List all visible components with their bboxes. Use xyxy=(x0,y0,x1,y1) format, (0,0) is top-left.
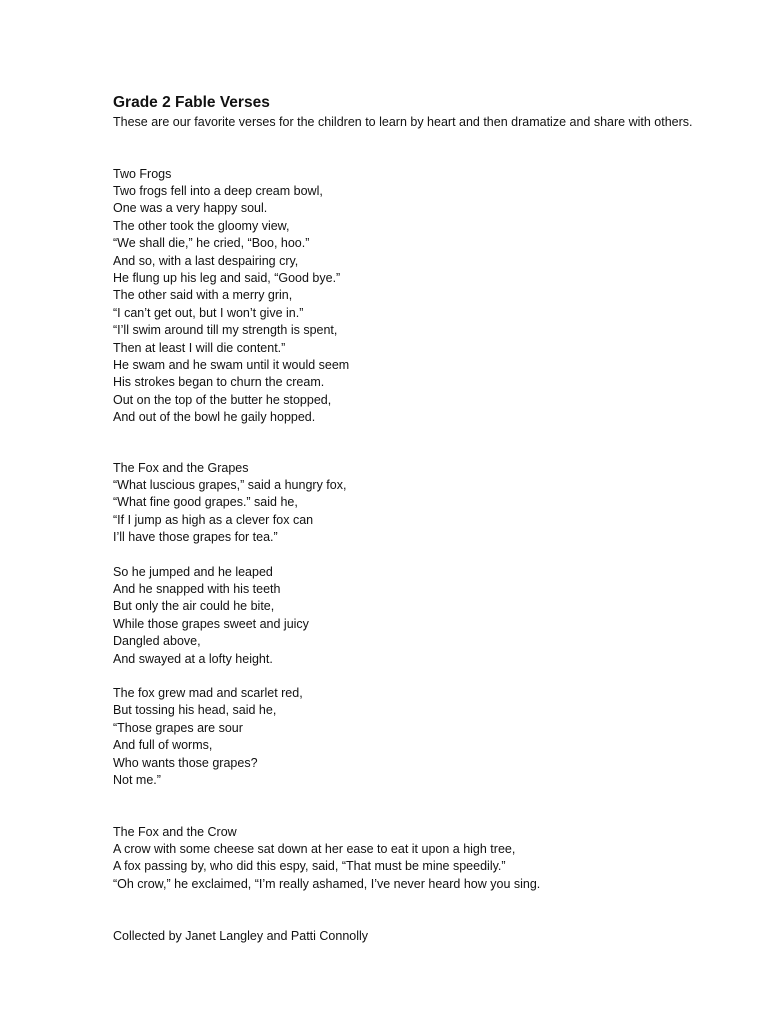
poem-line: One was a very happy soul. xyxy=(113,201,268,216)
poem-stanza xyxy=(113,685,713,789)
poem-line: Then at least I will die content.” xyxy=(113,340,286,355)
poem-line: And swayed at a lofty height. xyxy=(113,651,273,666)
poem-stanza xyxy=(113,564,713,668)
poem-line: Who wants those grapes? xyxy=(113,755,258,770)
poem-line: While those grapes sweet and juicy xyxy=(113,616,309,631)
poem-line: “We shall die,” he cried, “Boo, hoo.” xyxy=(113,236,310,251)
poem-line: “Those grapes are sour xyxy=(113,720,243,735)
poem-line: “What fine good grapes.” said he, xyxy=(113,495,298,510)
intro-paragraph: These are our favorite verses for the children to learn by heart and then dramatize and share with others. xyxy=(113,115,693,129)
poem-title: The Fox and the Crow xyxy=(113,824,237,839)
poem-stanza xyxy=(113,841,713,893)
poem-line: So he jumped and he leaped xyxy=(113,564,273,579)
poem-line: A crow with some cheese sat down at her ease to eat it upon a high tree, xyxy=(113,841,516,856)
document-page xyxy=(113,92,713,958)
poem-line: “I’ll swim around till my strength is spent, xyxy=(113,323,338,338)
poem-line: A fox passing by, who did this espy, said, “That must be mine speedily.” xyxy=(113,859,506,874)
poem-line: But only the air could he bite, xyxy=(113,599,275,614)
poem-line: He flung up his leg and said, “Good bye.” xyxy=(113,270,341,285)
poem-line: And he snapped with his teeth xyxy=(113,582,281,597)
poem-line: The fox grew mad and scarlet red, xyxy=(113,686,303,701)
poem-stanza xyxy=(113,477,713,547)
poem-line: Dangled above, xyxy=(113,634,201,649)
poem-title: Two Frogs xyxy=(113,166,172,181)
poem-line: The other said with a merry grin, xyxy=(113,288,293,303)
poem-line: “If I jump as high as a clever fox can xyxy=(113,512,314,527)
poem-fox-and-crow xyxy=(113,824,713,894)
poem-fox-and-grapes xyxy=(113,460,713,790)
poem-line: And so, with a last despairing cry, xyxy=(113,253,299,268)
document-title: Grade 2 Fable Verses xyxy=(113,94,270,111)
poem-line: “I can’t get out, but I won’t give in.” xyxy=(113,305,304,320)
poem-stanza xyxy=(113,183,713,427)
poem-two-frogs xyxy=(113,166,713,427)
poem-line: And full of worms, xyxy=(113,738,213,753)
poem-line: His strokes began to churn the cream. xyxy=(113,375,325,390)
poem-title: The Fox and the Grapes xyxy=(113,460,249,475)
poem-line: “What luscious grapes,” said a hungry fox, xyxy=(113,478,347,492)
poem-line: Out on the top of the butter he stopped, xyxy=(113,392,332,407)
poem-line: Two frogs fell into a deep cream bowl, xyxy=(113,183,323,198)
poem-line: But tossing his head, said he, xyxy=(113,703,277,718)
poem-line: He swam and he swam until it would seem xyxy=(113,357,350,372)
credit-line: Collected by Janet Langley and Patti Connolly xyxy=(113,929,369,944)
poem-line: Not me.” xyxy=(113,773,161,788)
poem-line: I’ll have those grapes for tea.” xyxy=(113,530,278,545)
poem-line: The other took the gloomy view, xyxy=(113,218,290,233)
poem-line: And out of the bowl he gaily hopped. xyxy=(113,410,316,425)
poem-line: “Oh crow,” he exclaimed, “I’m really ashamed, I’ve never heard how you sing. xyxy=(113,876,541,891)
